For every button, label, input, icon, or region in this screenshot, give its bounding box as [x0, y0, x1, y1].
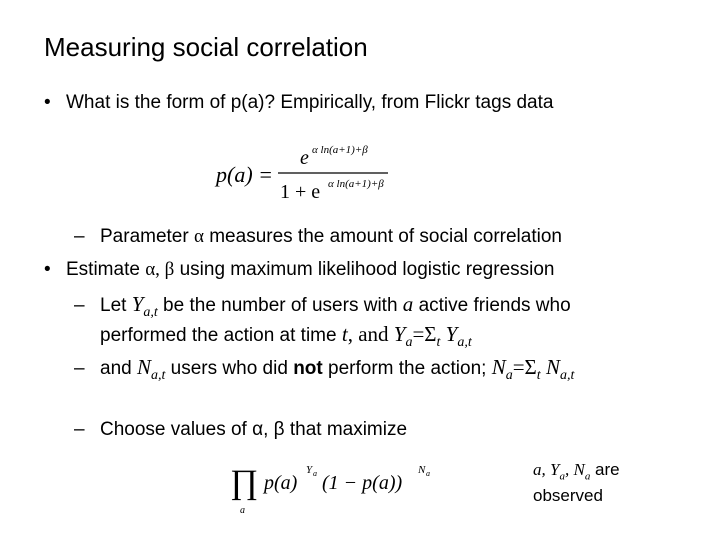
formula2-one-minus: (1 − p(a)) — [322, 472, 403, 494]
sub-bullet-let-y — [74, 292, 571, 321]
sum-symbol: =Σ — [512, 355, 537, 379]
formula2-exp2: N — [418, 464, 426, 476]
var-sub: a — [405, 334, 413, 350]
formula2-exp2-sub: a — [426, 469, 430, 478]
var-sub: a,t — [143, 304, 158, 320]
formula-den-exp: α ln(a+1)+β — [328, 178, 384, 190]
var-sub: a,t — [457, 334, 472, 350]
var-y: Y — [440, 322, 458, 346]
note-vars: , N — [564, 460, 585, 479]
bullet-text: What is the form of p(a)? Empirically, from Flickr tags data — [66, 92, 554, 113]
var-t: t — [341, 322, 348, 346]
text-segment: are — [590, 460, 620, 479]
bullet-dot: • — [44, 259, 51, 280]
product-sub: a — [240, 505, 245, 516]
var-y: Y — [131, 292, 144, 316]
formula2-p: p(a) — [264, 472, 298, 494]
formula-lhs: p(a) = — [216, 162, 273, 187]
bullet-form-of-p — [44, 92, 553, 114]
dash-marker: – — [74, 419, 85, 440]
bullet-dot: • — [44, 92, 51, 113]
text-segment: measures the amount of social correlation — [203, 226, 562, 247]
text-segment: using maximum likelihood logistic regression — [174, 259, 555, 280]
likelihood-formula — [228, 455, 448, 519]
sum-symbol: =Σ — [412, 322, 437, 346]
text-segment: users who did — [165, 358, 294, 379]
sub-bullet-let-y-cont — [100, 322, 472, 351]
bold-not: not — [293, 358, 323, 379]
var-n: N — [540, 355, 560, 379]
text-segment: Estimate — [66, 259, 146, 280]
dash-marker: – — [74, 226, 85, 247]
var-sub: a — [559, 470, 565, 483]
note-line-2: observed — [533, 486, 603, 506]
text-segment: Let — [100, 295, 132, 316]
var-a: a — [402, 292, 414, 316]
dash-marker: – — [74, 358, 85, 379]
var-sub: a — [584, 470, 591, 483]
formula2-exp1: Y — [306, 464, 313, 476]
sub-bullet-and-n — [74, 355, 574, 384]
text-segment: and — [100, 358, 137, 379]
logistic-formula — [212, 140, 392, 210]
formula-den: 1 + e — [280, 181, 321, 203]
formula-num-exp: α ln(a+1)+β — [312, 144, 368, 156]
var-sub: t — [536, 367, 541, 383]
var-sub: a,t — [559, 367, 575, 383]
formula-num-e: e — [300, 147, 309, 169]
var-sub: a,t — [151, 367, 166, 383]
observed-note — [533, 460, 620, 506]
note-vars: a, Y — [533, 460, 560, 479]
var-n: N — [136, 355, 151, 379]
text-segment: be the number of users with — [157, 295, 403, 316]
text-segment: performed the action at time — [100, 325, 342, 346]
slide-title: Measuring social correlation — [44, 32, 368, 62]
var-sub: a — [505, 367, 513, 383]
note-line-1 — [533, 460, 620, 486]
alpha-symbol: α — [193, 226, 204, 247]
text-segment: perform the action; — [322, 358, 492, 379]
var-y: Y — [393, 322, 406, 346]
dash-marker: – — [74, 295, 85, 316]
sub-bullet-choose — [74, 419, 407, 441]
text-segment: Choose values of α, β that maximize — [100, 419, 408, 440]
var-n: N — [491, 355, 506, 379]
text-segment: , and — [347, 322, 394, 346]
formula2-exp1-sub: a — [313, 469, 317, 478]
product-symbol: ∏ — [230, 464, 258, 501]
text-segment: active friends who — [413, 295, 571, 316]
bullet-estimate — [44, 259, 555, 281]
alpha-beta-symbols: α, β — [145, 259, 175, 280]
text-segment: Parameter — [100, 226, 194, 247]
var-sub: t — [436, 334, 441, 350]
sub-bullet-parameter-alpha — [74, 226, 562, 248]
